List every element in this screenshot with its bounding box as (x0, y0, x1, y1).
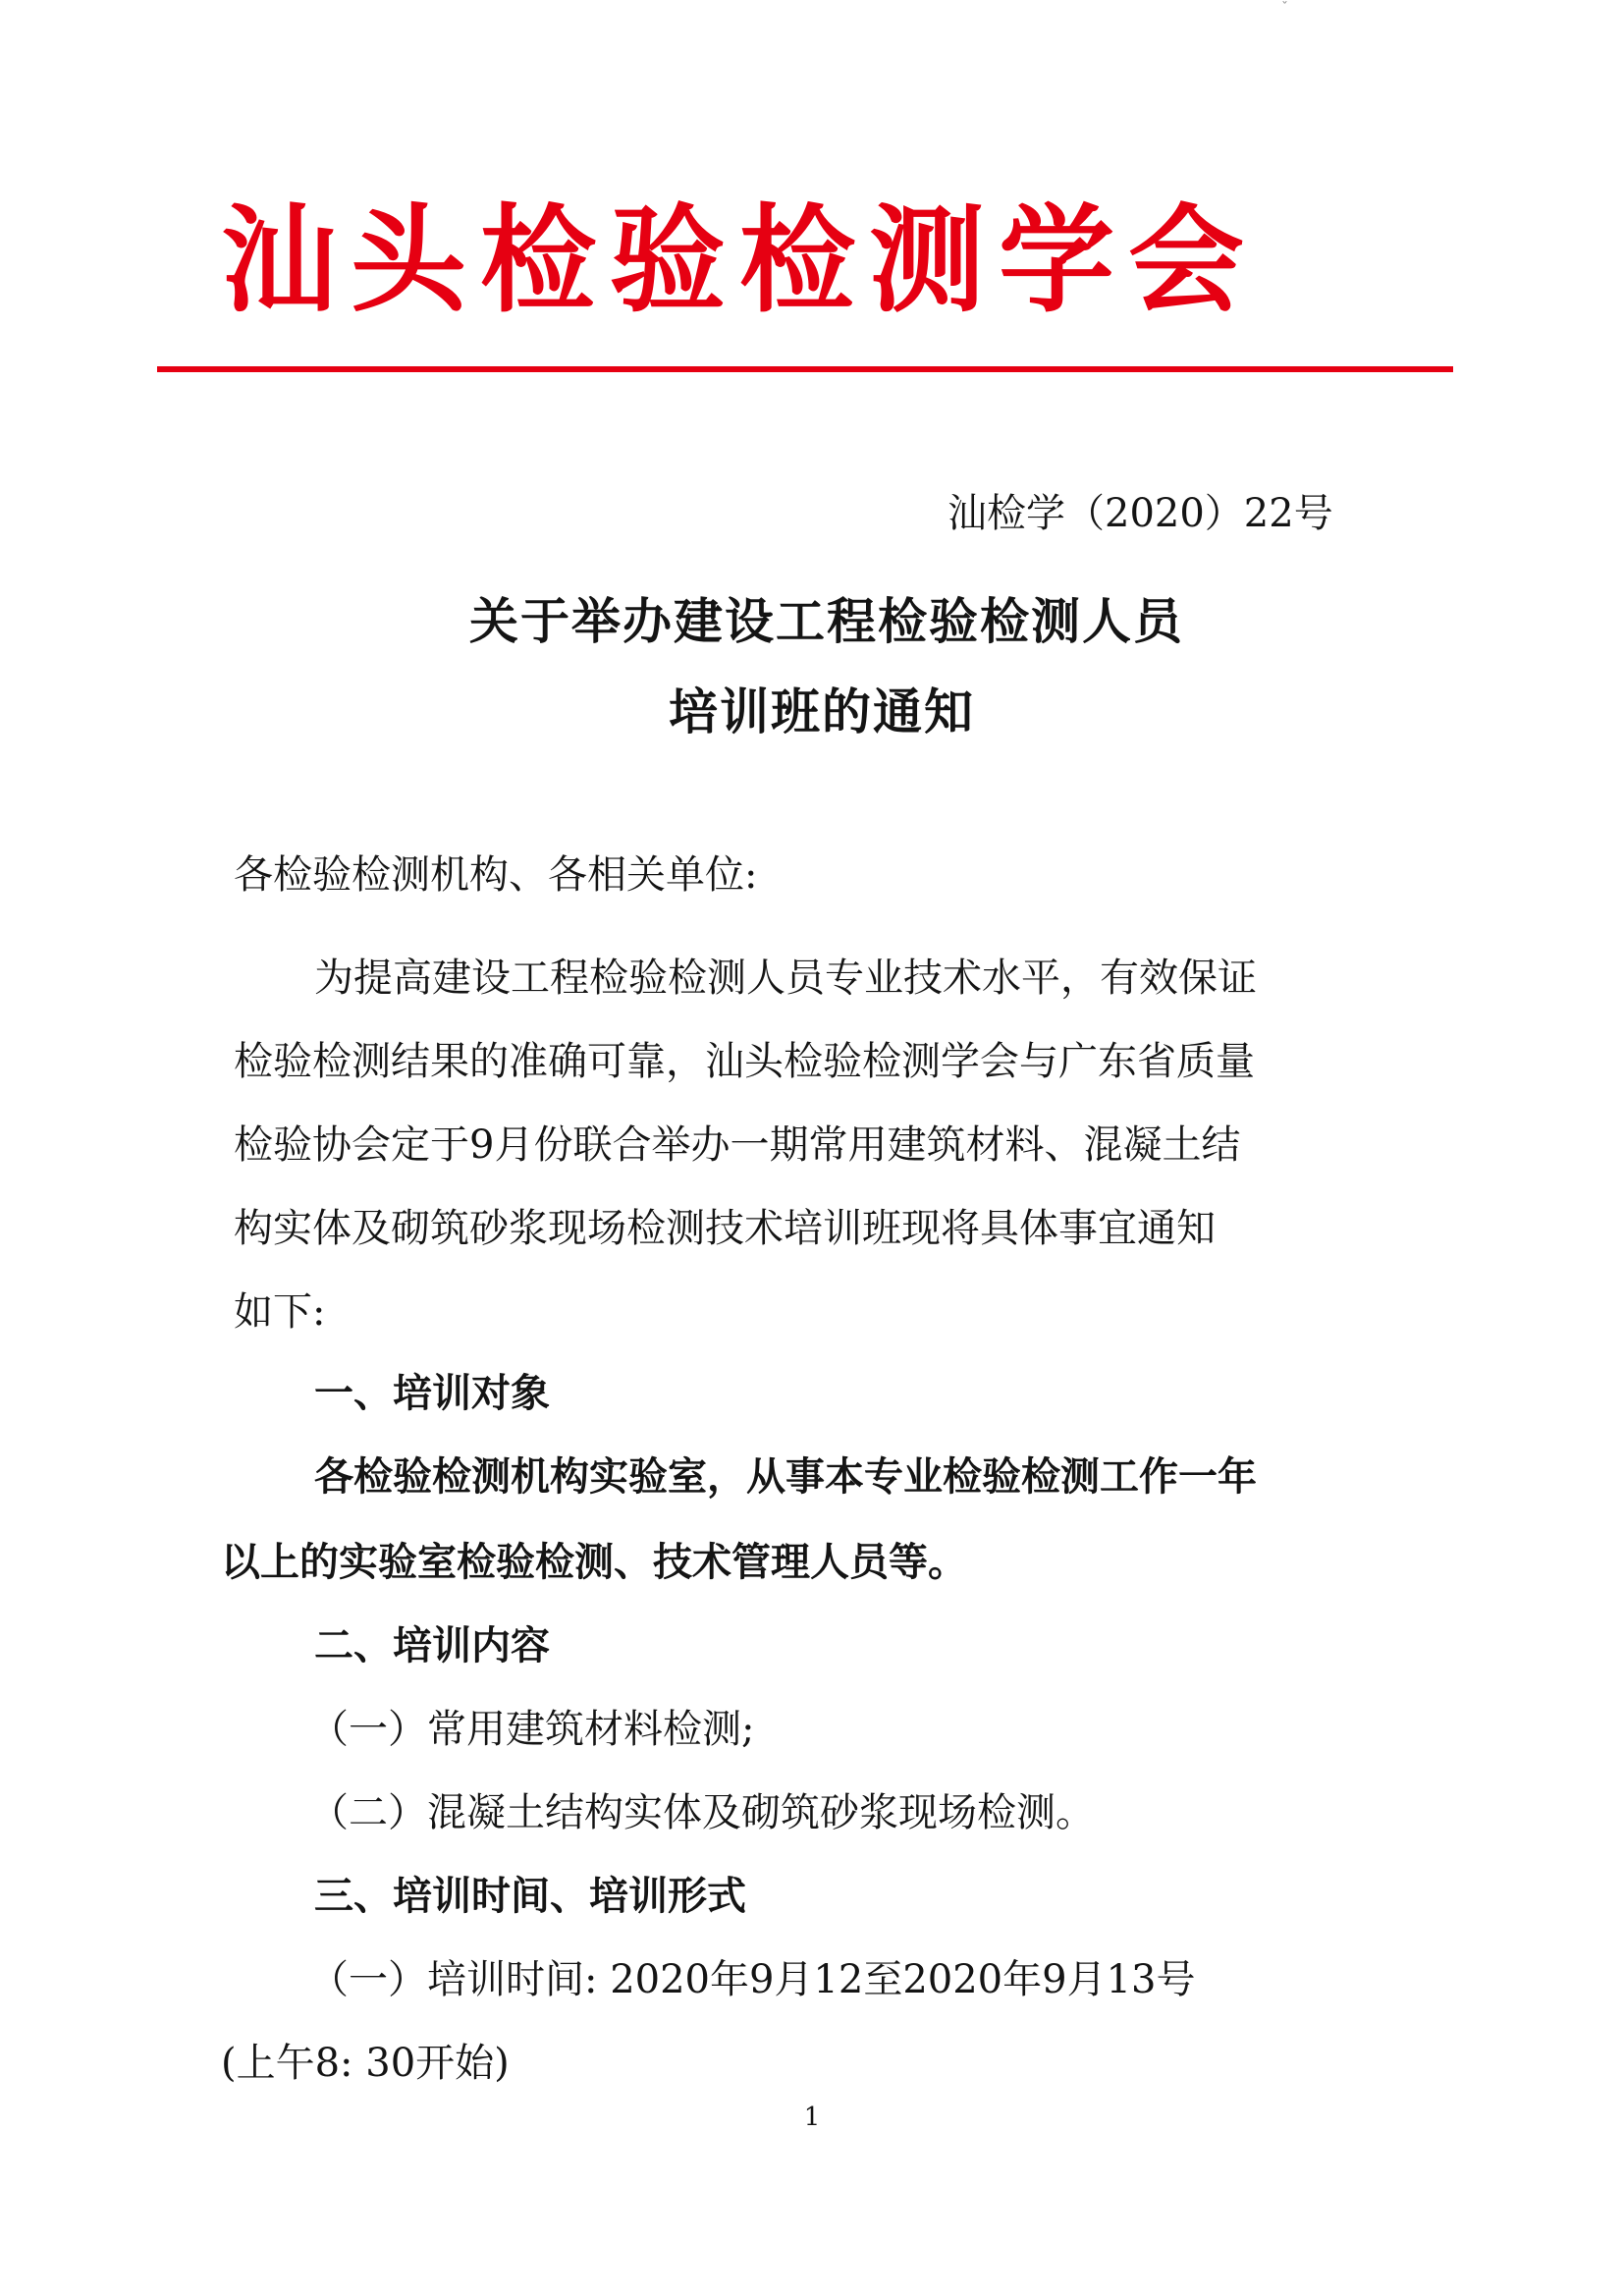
section-3-heading: 三、培训时间、培训形式 (314, 1873, 746, 1919)
section-1-heading: 一、培训对象 (314, 1370, 550, 1416)
section-3-line-1: （一）培训时间: 2020年9月12至2020年9月13号 (309, 1957, 1196, 2002)
section-3-line-2: (上午8: 30开始) (221, 2041, 510, 2086)
letterhead-org-name: 汕头检验检测学会 (221, 192, 1259, 328)
document-title-line-2: 培训班的通知 (669, 683, 975, 740)
salutation: 各检验检测机构、各相关单位: (234, 852, 758, 898)
section-2-item-2: （二）混凝土结构实体及砌筑砂浆现场检测。 (309, 1790, 1095, 1835)
intro-line-5: 如下: (234, 1289, 326, 1335)
section-1-line-1: 各检验检测机构实验室，从事本专业检验检测工作一年 (314, 1453, 1257, 1500)
document-title-line-1: 关于举办建设工程检验检测人员 (469, 592, 1184, 650)
section-2-item-1: （一）常用建筑材料检测; (309, 1707, 755, 1752)
letterhead-divider (157, 366, 1453, 372)
scan-mark: ˇ (1281, 0, 1288, 16)
document-number: 汕检学（2020）22号 (947, 491, 1333, 536)
page-number: 1 (803, 2103, 821, 2132)
intro-line-3: 检验协会定于9月份联合举办一期常用建筑材料、混凝土结 (234, 1122, 1241, 1168)
section-1-line-2: 以上的实验室检验检测、技术管理人员等。 (221, 1539, 967, 1585)
intro-line-2: 检验检测结果的准确可靠，汕头检验检测学会与广东省质量 (234, 1039, 1255, 1084)
section-2-heading: 二、培训内容 (314, 1622, 550, 1668)
intro-line-1: 为提高建设工程检验检测人员专业技术水平，有效保证 (314, 956, 1257, 1001)
intro-line-4: 构实体及砌筑砂浆现场检测技术培训班现将具体事宜通知 (234, 1206, 1216, 1251)
